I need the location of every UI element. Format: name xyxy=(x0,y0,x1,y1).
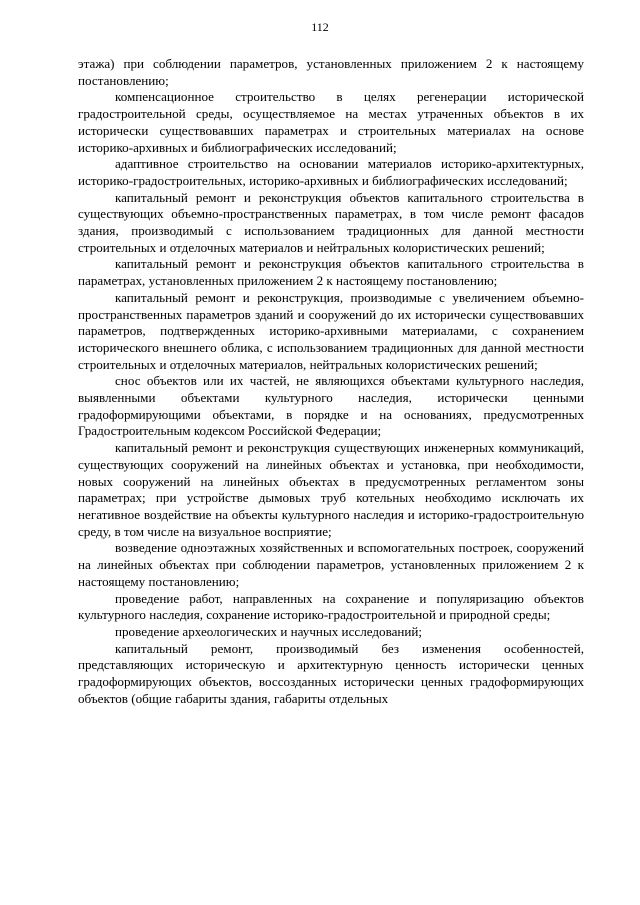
document-body xyxy=(78,56,584,707)
page-number: 112 xyxy=(311,20,329,34)
paragraph-demolition: снос объектов или их частей, не являющихся объектами культурного наследия, выявленными объектами культурного наследия, исторически ценными градоформирующими объектами, в порядке и на основаниях, предусмотренных Градостроительным кодексом Российской Федерации; xyxy=(78,373,584,439)
paragraph-outbuildings: возведение одноэтажных хозяйственных и вспомогательных построек, сооружений на линейных объектах при соблюдении параметров, установленных приложением 2 к настоящему постановлению; xyxy=(78,540,584,589)
paragraph-research: проведение археологических и научных исследований; xyxy=(115,623,423,639)
paragraph-repair-appendix-parameters: капитальный ремонт и реконструкция объектов капитального строительства в параметрах, установленных приложением 2 к настоящему постановлению; xyxy=(78,256,584,289)
paragraph-adaptive-construction: адаптивное строительство на основании материалов историко-архитектурных, историко-градостроительных, историко-архивных и библиографических исследований; xyxy=(78,156,584,188)
paragraph-heritage-works: проведение работ, направленных на сохранение и популяризацию объектов культурного наследия, сохранение историко-градостроительной и природной среды; xyxy=(78,590,584,623)
paragraph-repair-existing-parameters: капитальный ремонт и реконструкция объектов капитального строительства в существующих объемно-пространственных параметрах, в том числе ремонт фасадов здания, производимый с использованием традиционных для данной местности строительных и отделочных материалов и нейтральных колористических решений; xyxy=(78,189,584,255)
paragraph-repair-without-changes: капитальный ремонт, производимый без изменения особенностей, представляющих историческую и архитектурную ценность исторически ценных градоформирующих объектов, воссозданных исторически ценных градоформирующих объектов (общие габариты здания, габариты отдельных xyxy=(78,640,584,706)
paragraph-compensatory-construction: компенсационное строительство в целях регенерации исторической градостроительной среды, осуществляемое на местах утраченных объектов в их исторически существовавших параметрах и строительных материалах на основе историко-архивных и библиографических исследований; xyxy=(78,89,584,155)
paragraph-continuation: этажа) при соблюдении параметров, установленных приложением 2 к настоящему постановлению; xyxy=(78,56,584,88)
paragraph-engineering-communications: капитальный ремонт и реконструкция существующих инженерных коммуникаций, существующих сооружений на линейных объектах и установка, при необходимости, новых сооружений на линейных объектах в предусмотренных регламентом зоны параметрах; при устройстве дымовых труб котельных необходимо исключать их негативное воздействие на объекты культурного наследия и историко-градостроительную среду, в том числе на визуальное восприятие; xyxy=(78,440,584,539)
paragraph-repair-with-increase: капитальный ремонт и реконструкция, производимые с увеличением объемно-пространственных параметров зданий и сооружений до их исторически существовавших параметров, подтвержденных историко-архивными материалами, с сохранением исторического внешнего облика, с использованием традиционных для данной местности строительных и отделочных материалов, нейтральных колористических решений; xyxy=(78,289,584,372)
